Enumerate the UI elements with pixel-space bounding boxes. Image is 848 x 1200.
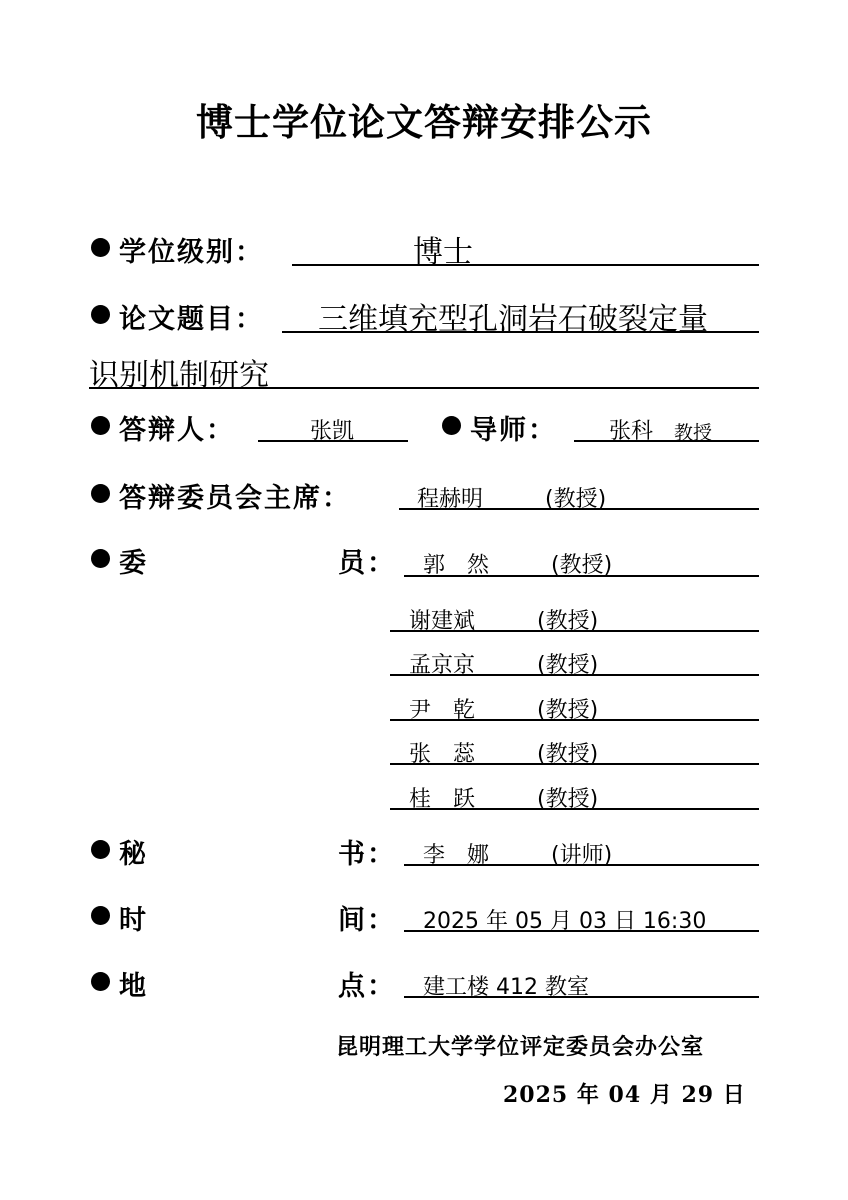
- committee-member-name: 郭 然: [423, 553, 490, 578]
- chair-name: 程赫明: [417, 487, 484, 512]
- committee-member-name: 孟京京: [409, 653, 476, 678]
- time-value: 2025 年 05 月 03 日 16:30: [423, 909, 707, 934]
- secretary-underline: [404, 864, 759, 866]
- committee-member-underline: [404, 575, 759, 577]
- time-label-right: 间：: [338, 905, 396, 936]
- time-label-left: 时: [119, 905, 148, 936]
- committee-member-underline: [390, 763, 759, 765]
- degree-label: 学位级别：: [119, 237, 264, 268]
- chair-label: 答辩委员会主席：: [119, 483, 351, 514]
- thesis-label: 论文题目：: [119, 304, 264, 335]
- bullet-icon: [91, 906, 110, 925]
- advisor-underline: [574, 440, 759, 442]
- thesis-value-line1: 三维填充型孔洞岩石破裂定量: [318, 302, 708, 337]
- bullet-icon: [91, 238, 110, 257]
- secretary-label-right: 书：: [338, 839, 396, 870]
- committee-member-rank: (教授): [537, 698, 599, 723]
- chair-rank: (教授): [545, 487, 607, 512]
- committee-label-left: 委: [119, 548, 148, 579]
- place-value: 建工楼 412 教室: [423, 975, 589, 1000]
- committee-member-rank: (教授): [537, 742, 599, 767]
- place-underline: [404, 996, 759, 998]
- bullet-icon: [442, 416, 461, 435]
- committee-member-underline: [390, 630, 759, 632]
- time-underline: [404, 930, 759, 932]
- secretary-name: 李 娜: [423, 843, 490, 868]
- place-label-right: 点：: [338, 971, 396, 1002]
- advisor-name: 张科: [609, 419, 654, 444]
- committee-member-name: 尹 乾: [409, 698, 476, 723]
- bullet-icon: [91, 549, 110, 568]
- committee-member-underline: [390, 719, 759, 721]
- defender-label: 答辩人：: [119, 415, 235, 446]
- committee-member-underline: [390, 808, 759, 810]
- bullet-icon: [91, 416, 110, 435]
- advisor-label: 导师：: [470, 415, 557, 446]
- advisor-rank: 教授: [674, 422, 713, 444]
- committee-label-right: 员：: [338, 548, 396, 579]
- place-label-left: 地: [119, 971, 148, 1002]
- thesis-value-line2: 识别机制研究: [89, 358, 269, 393]
- secretary-label-left: 秘: [119, 839, 148, 870]
- page-title: 博士学位论文答辩安排公示: [196, 101, 652, 144]
- defender-underline: [258, 440, 408, 442]
- bullet-icon: [91, 840, 110, 859]
- bullet-icon: [91, 484, 110, 503]
- committee-member-rank: (教授): [537, 609, 599, 634]
- defender-value: 张凯: [310, 419, 355, 444]
- committee-member-rank: (教授): [537, 653, 599, 678]
- secretary-rank: (讲师): [551, 843, 613, 868]
- bullet-icon: [91, 305, 110, 324]
- committee-member-rank: (教授): [537, 787, 599, 812]
- thesis-underline-2: [89, 387, 759, 389]
- bullet-icon: [91, 972, 110, 991]
- thesis-underline-1: [282, 331, 759, 333]
- chair-underline: [399, 508, 759, 510]
- committee-member-name: 谢建斌: [409, 609, 476, 634]
- committee-member-underline: [390, 674, 759, 676]
- committee-member-rank: (教授): [551, 553, 613, 578]
- degree-underline: [292, 264, 759, 266]
- degree-value: 博士: [413, 235, 473, 270]
- committee-member-name: 张 蕊: [409, 742, 476, 767]
- footer-org: 昆明理工大学学位评定委员会办公室: [336, 1034, 705, 1060]
- committee-member-name: 桂 跃: [409, 787, 476, 812]
- footer-date: 2025 年 04 月 29 日: [503, 1082, 746, 1108]
